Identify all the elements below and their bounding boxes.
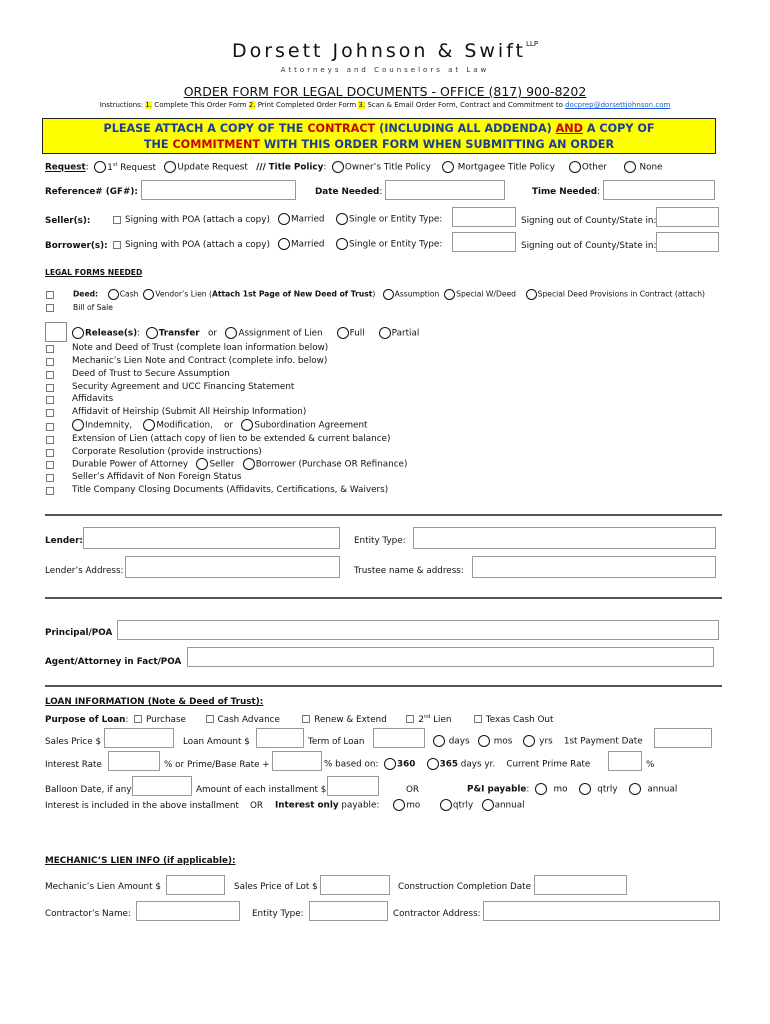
borrower-married	[278, 238, 325, 250]
special-provisions-label: Special Deed Provisions in Contract (attach)	[537, 289, 705, 299]
second-lien-label: 2nd Lien	[418, 714, 452, 725]
prime-rate-field[interactable]	[272, 751, 322, 771]
pi-annual-label: annual	[647, 784, 678, 795]
or-text: or	[224, 420, 234, 431]
firm-subtitle: Attorneys and Counselors at Law	[280, 66, 490, 74]
vendors-lien-label: Vendor’s Lien (Attach 1st Page of New Deed of Trust)	[155, 289, 376, 299]
update-request-label: Update Request	[177, 162, 248, 173]
borrower-signing-out-label: Signing out of County/State in:	[521, 241, 657, 251]
prime-rate-label: % or Prime/Base Rate +	[164, 760, 270, 770]
texas-cash-out-label: Texas Cash Out	[485, 714, 554, 725]
borrower-poa-checkbox[interactable]	[113, 241, 121, 249]
time-needed: Time Needed:	[532, 187, 601, 197]
pi-mo-radio[interactable]	[535, 783, 547, 795]
reference-field[interactable]	[141, 180, 296, 200]
modification-radio[interactable]	[143, 419, 155, 431]
borrower-county-field[interactable]	[656, 232, 719, 252]
payable-label: payable:	[338, 800, 380, 811]
seller-signing-out-label: Signing out of County/State in:	[521, 216, 657, 226]
step1-text: Complete This Order Form	[152, 101, 249, 109]
legal-item-checkbox[interactable]	[46, 345, 54, 353]
percent-sign: %	[646, 760, 655, 770]
pi-mo-label: mo	[553, 784, 568, 795]
mechanics-heading: MECHANIC’S LIEN INFO (if applicable):	[45, 856, 236, 866]
email-link[interactable]: docprep@dorsettjohnson.com	[565, 101, 671, 109]
banner-text: PLEASE ATTACH A COPY OF THE	[103, 122, 308, 135]
indemnity-checkbox[interactable]	[46, 423, 54, 431]
pi-qtrly-radio[interactable]	[579, 783, 591, 795]
none-label: None	[639, 162, 663, 173]
firm-suffix: LLP	[526, 40, 539, 48]
lender-address-field[interactable]	[125, 556, 340, 578]
separator: ///	[256, 162, 266, 173]
legal-item-checkbox[interactable]	[46, 358, 54, 366]
mos-radio[interactable]	[478, 735, 490, 747]
legal-item-checkbox[interactable]	[46, 436, 54, 444]
borrower-entity-field[interactable]	[452, 232, 516, 252]
seller-married	[278, 213, 325, 225]
installment-field[interactable]	[327, 776, 379, 796]
date-needed: Date Needed:	[315, 187, 383, 197]
cash-advance-checkbox[interactable]	[206, 715, 214, 723]
seller-single-radio[interactable]	[336, 213, 348, 225]
seller-label: Seller(s):	[45, 216, 91, 226]
borrower-poa-label: Signing with POA (attach a copy)	[125, 240, 270, 250]
io-mo-label: mo	[406, 800, 421, 811]
agent-label: Agent/Attorney in Fact/POA	[45, 657, 182, 667]
term-field[interactable]	[373, 728, 425, 748]
mortgagee-policy-label: Mortgagee Title Policy	[457, 162, 555, 173]
pi-payable-label: P&I payable	[467, 784, 527, 795]
release-row: Release(s): Transfer or Assignment of Lien Full Partial	[72, 327, 419, 339]
transfer-radio[interactable]	[146, 327, 158, 339]
legal-forms-heading: LEGAL FORMS NEEDED	[45, 268, 143, 277]
legal-item-label: Note and Deed of Trust (complete loan information below)	[72, 343, 329, 353]
io-mo-radio[interactable]	[393, 799, 405, 811]
special-wd-label: Special W/Deed	[456, 289, 516, 299]
banner-line-1	[43, 121, 715, 137]
purpose-label: Purpose of Loan	[45, 714, 126, 725]
time-needed-field[interactable]	[603, 180, 715, 200]
banner-text: (INCLUDING ALL ADDENDA)	[375, 122, 556, 135]
transfer-label: Transfer	[158, 328, 200, 339]
legal-item-label: Corporate Resolution (provide instructions)	[72, 447, 262, 457]
purchase-checkbox[interactable]	[134, 715, 142, 723]
lot-price-label: Sales Price of Lot $	[234, 882, 318, 892]
renew-checkbox[interactable]	[302, 715, 310, 723]
mos-label: mos	[493, 736, 513, 747]
legal-item-label: Affidavit of Heirship (Submit All Heirship Information)	[72, 407, 307, 417]
other-radio[interactable]	[569, 161, 581, 173]
completion-date-field[interactable]	[534, 875, 627, 895]
interest-rate-label: Interest Rate	[45, 760, 102, 770]
installment-label: Amount of each installment $	[196, 785, 327, 795]
contractor-address-label: Contractor Address:	[393, 909, 481, 919]
principal-field[interactable]	[117, 620, 719, 640]
pi-payable-row: P&I payable: mo qtrly annual	[467, 784, 678, 795]
dpa-seller-radio[interactable]	[196, 458, 208, 470]
loan-heading: LOAN INFORMATION (Note & Deed of Trust):	[45, 697, 264, 707]
pi-annual-radio[interactable]	[629, 783, 641, 795]
banner-contract: CONTRACT	[307, 122, 376, 135]
trustee-field[interactable]	[472, 556, 716, 578]
step1-number: 1.	[145, 101, 153, 109]
interest-only-row	[275, 799, 525, 811]
seller-poa	[113, 215, 270, 225]
banner-commitment: COMMITMENT	[172, 138, 261, 151]
lender-address-label: Lender’s Address:	[45, 566, 124, 576]
texas-cash-out-checkbox[interactable]	[474, 715, 482, 723]
section-divider	[45, 514, 722, 516]
none-radio[interactable]	[624, 161, 636, 173]
mortgagee-policy-radio[interactable]	[442, 161, 454, 173]
borrower-single-label: Single or Entity Type:	[349, 239, 443, 250]
legal-item-label: Deed of Trust to Secure Assumption	[72, 369, 230, 379]
current-prime-field[interactable]	[608, 751, 642, 771]
dpa-borrower-radio[interactable]	[243, 458, 255, 470]
first-payment-field[interactable]	[654, 728, 712, 748]
legal-item-checkbox[interactable]	[46, 449, 54, 457]
mech-amount-field[interactable]	[166, 875, 225, 895]
deed-label: Deed:	[73, 289, 99, 299]
instructions-prefix: Instructions:	[99, 101, 146, 109]
io-annual-label: annual	[494, 800, 525, 811]
purchase-label: Purchase	[146, 714, 186, 725]
banner-text: A COPY OF	[582, 122, 655, 135]
first-payment-label: 1st Payment Date	[563, 736, 643, 747]
assumption-radio[interactable]	[383, 289, 394, 300]
instructions	[0, 101, 770, 109]
full-label: Full	[349, 328, 365, 339]
contractor-name-field[interactable]	[136, 901, 240, 921]
or-text: OR	[250, 801, 264, 811]
owners-policy-radio[interactable]	[332, 161, 344, 173]
date-needed-field[interactable]	[385, 180, 505, 200]
seller-married-label: Married	[291, 214, 325, 225]
term-label: Term of Loan	[308, 737, 365, 747]
release-label: Release(s)	[85, 328, 138, 339]
sales-price-label: Sales Price $	[45, 737, 102, 747]
borrower-married-radio[interactable]	[278, 238, 290, 250]
seller-single-label: Single or Entity Type:	[349, 214, 443, 225]
update-request-radio[interactable]	[164, 161, 176, 173]
legal-item-label: Security Agreement and UCC Financing Statement	[72, 382, 295, 392]
cash-advance-label: Cash Advance	[217, 714, 280, 725]
modification-label: Modification,	[156, 420, 213, 431]
360-radio[interactable]	[384, 758, 396, 770]
current-prime-label: Current Prime Rate	[506, 759, 591, 770]
days-label: days	[448, 736, 470, 747]
indemnity-row	[72, 419, 368, 431]
seller-married-radio[interactable]	[278, 213, 290, 225]
assumption-label: Assumption	[394, 289, 440, 299]
sales-price-field[interactable]	[104, 728, 174, 748]
indemnity-label: Indemnity,	[85, 420, 133, 431]
step2-text: Print Completed Order Form	[255, 101, 359, 109]
banner-text: THE	[143, 138, 173, 151]
borrower-single-radio[interactable]	[336, 238, 348, 250]
legal-item-checkbox[interactable]	[46, 384, 54, 392]
step3-number: 3.	[358, 101, 366, 109]
date-needed-label: Date Needed	[315, 187, 380, 197]
legal-item-label: Title Company Closing Documents (Affidavits, Certifications, & Waivers)	[72, 485, 389, 495]
banner-text: WITH THIS ORDER FORM WHEN SUBMITTING AN ORDER	[260, 138, 615, 151]
special-provisions-radio[interactable]	[526, 289, 537, 300]
full-radio[interactable]	[337, 327, 349, 339]
reference-label: Reference# (GF#):	[45, 187, 138, 197]
page-title: ORDER FORM FOR LEGAL DOCUMENTS - OFFICE (817) 900-8202	[183, 84, 587, 99]
interest-included-label: Interest is included in the above installment	[45, 801, 239, 811]
seller-poa-label: Signing with POA (attach a copy)	[125, 215, 270, 225]
seller-county-field[interactable]	[656, 207, 719, 227]
firm-name-text: Dorsett Johnson & Swift	[231, 40, 527, 62]
legal-item-checkbox[interactable]	[46, 474, 54, 482]
deed-cash-radio[interactable]	[108, 289, 119, 300]
release-radio[interactable]	[72, 327, 84, 339]
io-qtrly-radio[interactable]	[440, 799, 452, 811]
legal-item-checkbox[interactable]	[46, 487, 54, 495]
pi-qtrly-label: qtrly	[597, 784, 618, 795]
yrs-label: yrs	[539, 736, 553, 747]
banner-and: AND	[555, 122, 583, 135]
interest-only-label: Interest only	[275, 800, 339, 811]
banner-line-2	[43, 137, 715, 153]
step3-text: Scan & Email Order Form, Contract and Commitment to	[365, 101, 566, 109]
deed-row	[73, 289, 705, 300]
contractor-address-field[interactable]	[483, 901, 720, 921]
special-wd-radio[interactable]	[444, 289, 455, 300]
based-on	[324, 758, 590, 770]
seller-single	[336, 213, 442, 225]
io-qtrly-label: qtrly	[452, 800, 474, 811]
loan-amount-field[interactable]	[256, 728, 304, 748]
io-annual-radio[interactable]	[482, 799, 494, 811]
lender-label: Lender:	[45, 536, 83, 546]
partial-label: Partial	[391, 328, 420, 339]
days-radio[interactable]	[433, 735, 445, 747]
contractor-name-label: Contractor’s Name:	[45, 909, 131, 919]
time-needed-label: Time Needed	[532, 187, 598, 197]
dpa-row	[72, 458, 407, 470]
dpa-checkbox[interactable]	[46, 461, 54, 469]
term-units	[433, 735, 643, 747]
request-row: Request: 1st Request Update Request /// Title Policy: Owner’s Title Policy Mortgagee Title Policy Other None	[45, 161, 663, 173]
partial-radio[interactable]	[379, 327, 391, 339]
based-on-label: % based on:	[324, 759, 379, 770]
vendors-lien-radio[interactable]	[143, 289, 154, 300]
legal-item-label: Mechanic’s Lien Note and Contract (complete info. below)	[72, 356, 328, 366]
borrower-married-label: Married	[291, 239, 325, 250]
attach-banner	[42, 118, 716, 154]
legal-item-label: Seller’s Affidavit of Non Foreign Status	[72, 472, 242, 482]
lender-entity-label: Entity Type:	[354, 536, 406, 546]
deed-checkbox[interactable]	[46, 291, 54, 299]
contractor-entity-field[interactable]	[309, 901, 388, 921]
release-box[interactable]	[45, 322, 67, 342]
borrower-label: Borrower(s):	[45, 241, 108, 251]
balloon-field[interactable]	[132, 776, 192, 796]
assignment-radio[interactable]	[225, 327, 237, 339]
dpa-seller-label: Seller	[209, 459, 235, 470]
seller-entity-field[interactable]	[452, 207, 516, 227]
request-label: Request	[45, 162, 86, 173]
or-text: OR	[406, 785, 420, 795]
seller-poa-checkbox[interactable]	[113, 216, 121, 224]
firm-name	[0, 40, 770, 62]
lender-field[interactable]	[83, 527, 340, 549]
subordination-radio[interactable]	[241, 419, 253, 431]
bill-of-sale-label: Bill of Sale	[73, 303, 113, 312]
borrower-single	[336, 238, 442, 250]
bill-of-sale-checkbox[interactable]	[46, 304, 54, 312]
loan-amount-label: Loan Amount $	[183, 737, 250, 747]
owners-policy-label: Owner’s Title Policy	[344, 162, 431, 173]
legal-item-checkbox[interactable]	[46, 371, 54, 379]
renew-label: Renew & Extend	[314, 714, 387, 725]
indemnity-radio[interactable]	[72, 419, 84, 431]
principal-label: Principal/POA	[45, 628, 113, 638]
purpose-row: Purpose of Loan: Purchase Cash Advance Renew & Extend 2nd Lien Texas Cash Out	[45, 714, 554, 725]
assignment-label: Assignment of Lien	[238, 328, 323, 339]
lot-price-field[interactable]	[320, 875, 390, 895]
days-yr-label: days yr.	[457, 759, 496, 770]
365-label: 365	[439, 759, 458, 770]
first-request-radio[interactable]	[94, 161, 106, 173]
mech-amount-label: Mechanic’s Lien Amount $	[45, 882, 161, 892]
legal-item-label: Affidavits	[72, 394, 114, 404]
title-policy-label: Title Policy	[268, 162, 324, 173]
365-radio[interactable]	[427, 758, 439, 770]
legal-item-checkbox[interactable]	[46, 396, 54, 404]
360-label: 360	[397, 759, 416, 770]
lender-entity-field[interactable]	[413, 527, 716, 549]
agent-field[interactable]	[187, 647, 714, 667]
dpa-borrower-label: Borrower (Purchase OR Refinance)	[255, 459, 408, 470]
first-request-label: 1st Request	[107, 161, 156, 173]
subordination-label: Subordination Agreement	[254, 420, 368, 431]
deed-cash-label: Cash	[119, 289, 139, 299]
section-divider	[45, 597, 722, 599]
other-label: Other	[581, 162, 607, 173]
or-text: or	[208, 328, 218, 339]
borrower-poa	[113, 240, 270, 250]
interest-rate-field[interactable]	[108, 751, 160, 771]
dpa-label: Durable Power of Attorney	[72, 459, 189, 470]
completion-date-label: Construction Completion Date	[398, 882, 532, 892]
trustee-label: Trustee name & address:	[354, 566, 464, 576]
legal-item-label: Extension of Lien (attach copy of lien to be extended & current balance)	[72, 434, 391, 444]
step2-number: 2.	[248, 101, 256, 109]
contractor-entity-label: Entity Type:	[252, 909, 304, 919]
balloon-label: Balloon Date, if any	[45, 785, 132, 795]
legal-item-checkbox[interactable]	[46, 409, 54, 417]
second-lien-checkbox[interactable]	[406, 715, 414, 723]
yrs-radio[interactable]	[523, 735, 535, 747]
section-divider	[45, 685, 722, 687]
